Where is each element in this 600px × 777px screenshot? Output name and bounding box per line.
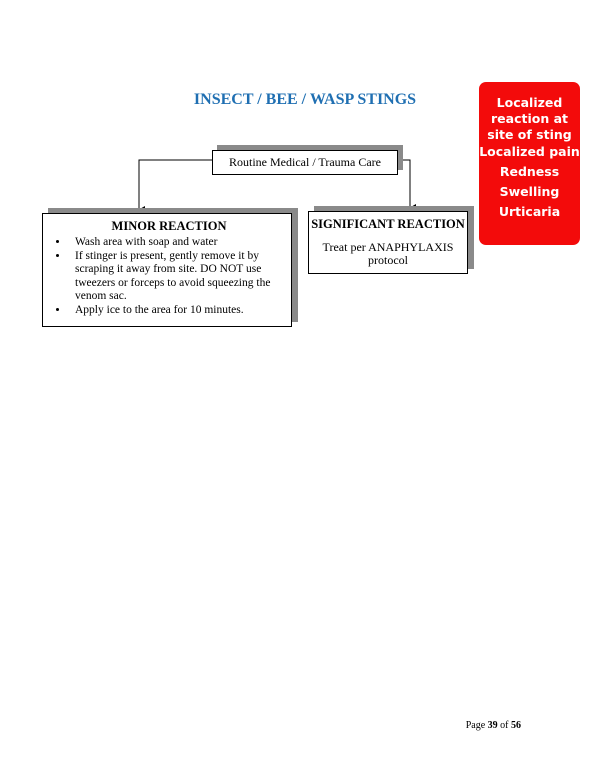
minor-reaction-title: MINOR REACTION [111, 219, 227, 233]
callout-item: Urticaria [498, 204, 561, 219]
minor-reaction-box [42, 213, 292, 327]
page-of: of [500, 720, 509, 731]
page-current: 39 [487, 720, 498, 731]
callout-item: Redness [499, 164, 560, 179]
page-number [466, 720, 521, 731]
minor-reaction-item: • If stinger is present, gently remove it by scraping it away from site. DO NOT use tweezers or forceps to avoid squeezing the venom sac. [69, 250, 285, 304]
start-label: Routine Medical / Trauma Care [229, 155, 381, 169]
arrow-to-minor [139, 160, 212, 210]
callout-item: Localized pain [479, 144, 580, 159]
significant-reaction-text: Treat per ANAPHYLAXIS protocol [322, 240, 454, 267]
start-box [212, 150, 398, 175]
page-total: 56 [511, 720, 521, 731]
significant-reaction-title: SIGNIFICANT REACTION [311, 217, 465, 231]
page-title: INSECT / BEE / WASP STINGS [193, 91, 417, 108]
significant-reaction-box [308, 211, 468, 274]
minor-reaction-item: • Apply ice to the area for 10 minutes. [69, 304, 285, 318]
callout-item: Localized reaction at site of sting [487, 95, 572, 142]
page-label: Page [465, 720, 486, 731]
minor-reaction-item: • Wash area with soap and water [69, 236, 285, 250]
callout-item: Swelling [499, 184, 560, 199]
